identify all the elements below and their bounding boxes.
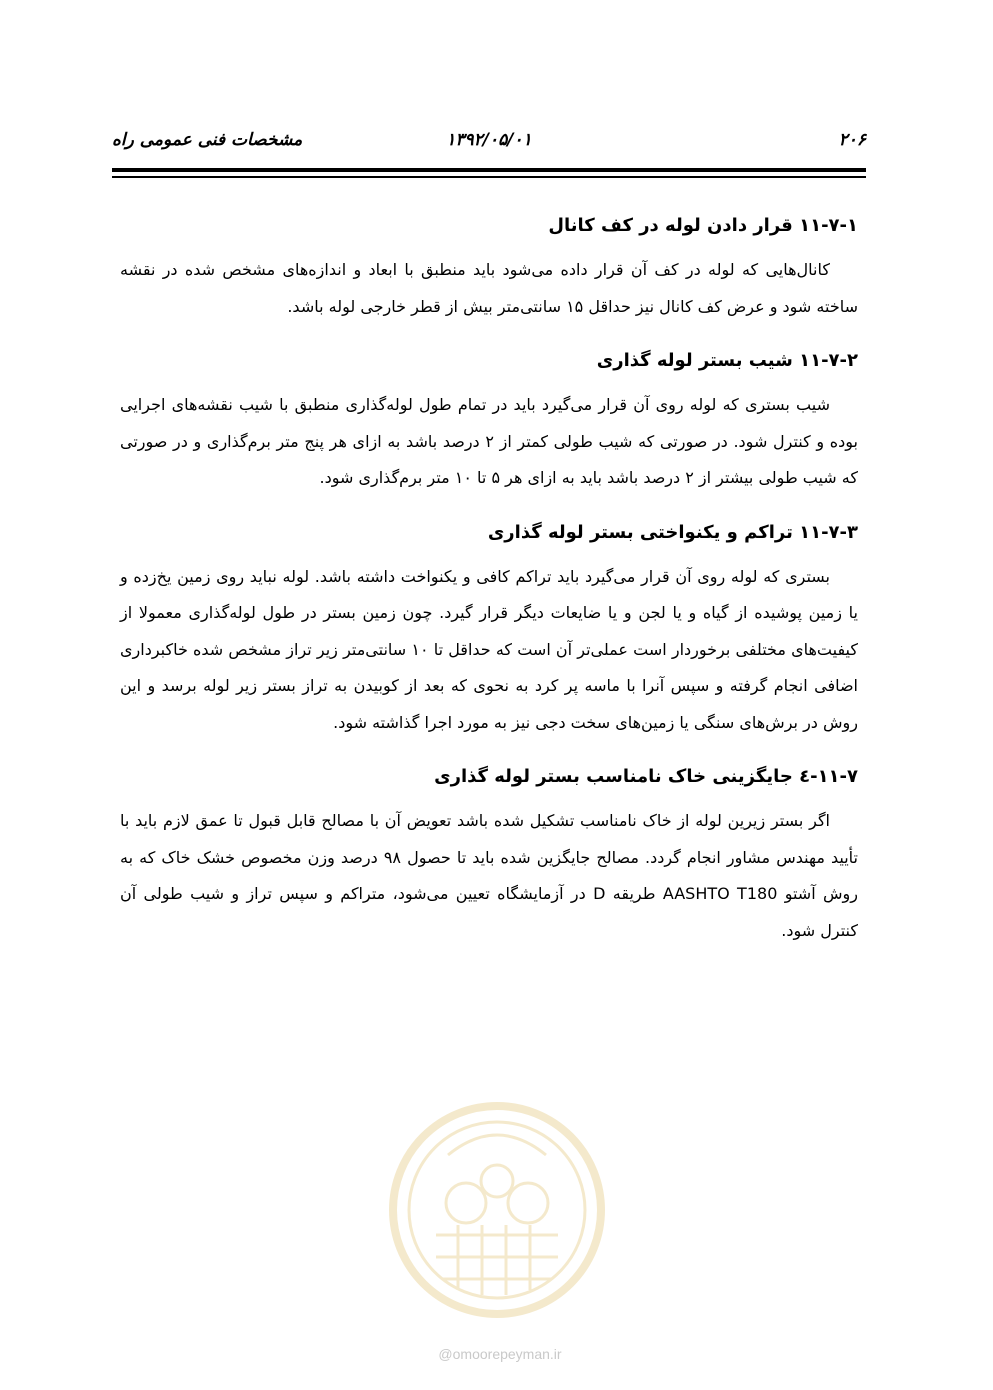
section-4 [120,759,858,949]
section-body: اگر بستر زیرین لوله از خاک نامناسب تشکیل شده باشد تعویض آن با مصالح قابل قبول تا عمق لازم باید با تأیید مهندس مشاور انجام گردد. مصالح جایگزین شده باید تا حصول ۹۸ درصد وزن مخصوص خشک خاک که به روش آشتو AASHTO T180 طریقه D در آزمایشگاه تعیین می‌شود، متراکم و سپس تراز و شیب طولی آن کنترل شود. [120,811,858,940]
page-header [112,124,866,156]
section-body: کانال‌هایی که لوله در کف آن قرار داده می‌شود باید منطبق با ابعاد و اندازه‌های مشخص شده در نقشه ساخته شود و عرض کف کانال نیز حداقل ۱۵ سانتی‌متر بیش از قطر خارجی لوله باشد. [120,260,858,316]
watermark-text: @omoorepeyman.ir [438,1346,562,1362]
section-body: بستری که لوله روی آن قرار می‌گیرد باید تراکم کافی و یکنواخت داشته باشد. لوله نباید روی زمین یخ‌زده و یا زمین پوشیده از گیاه و یا لجن و یا ضایعات دیگر قرار گیرد. چون زمین بستر در طول لوله‌گذاری معمولا از کیفیت‌های مختلفی برخوردار است عملی‌تر آن است که حداقل تا ۱۰ سانتی‌متر زیر تراز مشخص شده خاکبرداری اضافی انجام گرفته و سپس آنرا با ماسه پر کرد به نحوی که بعد از کوبیدن به تراز بستر زیر لوله برسد و این روش در برش‌های سنگی یا زمین‌های سخت دجی نیز به مورد اجرا گذاشته شود. [120,566,859,732]
section-title: ۱۱-۷-۳ تراکم و یکنواختی بستر لوله گذاری [487,521,858,543]
header-rule-thin [112,176,866,178]
page-number: ۲۰۶ [838,130,866,150]
page-content [120,208,858,967]
section-title: ۱۱-۷-٤ جایگزینی خاک نامناسب بستر لوله گذاری [434,766,858,787]
section-title: ۱۱-۷-۲ شیب بستر لوله گذاری [596,350,858,371]
header-rule-thick [112,168,866,172]
section-body: شیب بستری که لوله روی آن قرار می‌گیرد باید در تمام طول لوله‌گذاری منطبق با شیب نقشه‌های اجرایی بوده و کنترل شود. در صورتی که شیب طولی کمتر از ۲ درصد باشد به ازای هر پنج متر برم‌گذاری و در صورتی که شیب طولی بیشتر از ۲ درصد باشد باید به ازای هر ۵ تا ۱۰ متر برم‌گذاری شود. [120,395,859,487]
section-1 [120,208,858,325]
header-date: ۱۳۹۲/۰۵/۰۱ [446,130,532,150]
section-2 [120,343,858,497]
section-3 [120,515,858,742]
book-title: مشخصات فنی عمومی راه [112,130,303,150]
seal-logo-icon [388,1085,606,1335]
section-title: ۱۱-۷-۱ قرار دادن لوله در کف کانال [548,215,858,236]
